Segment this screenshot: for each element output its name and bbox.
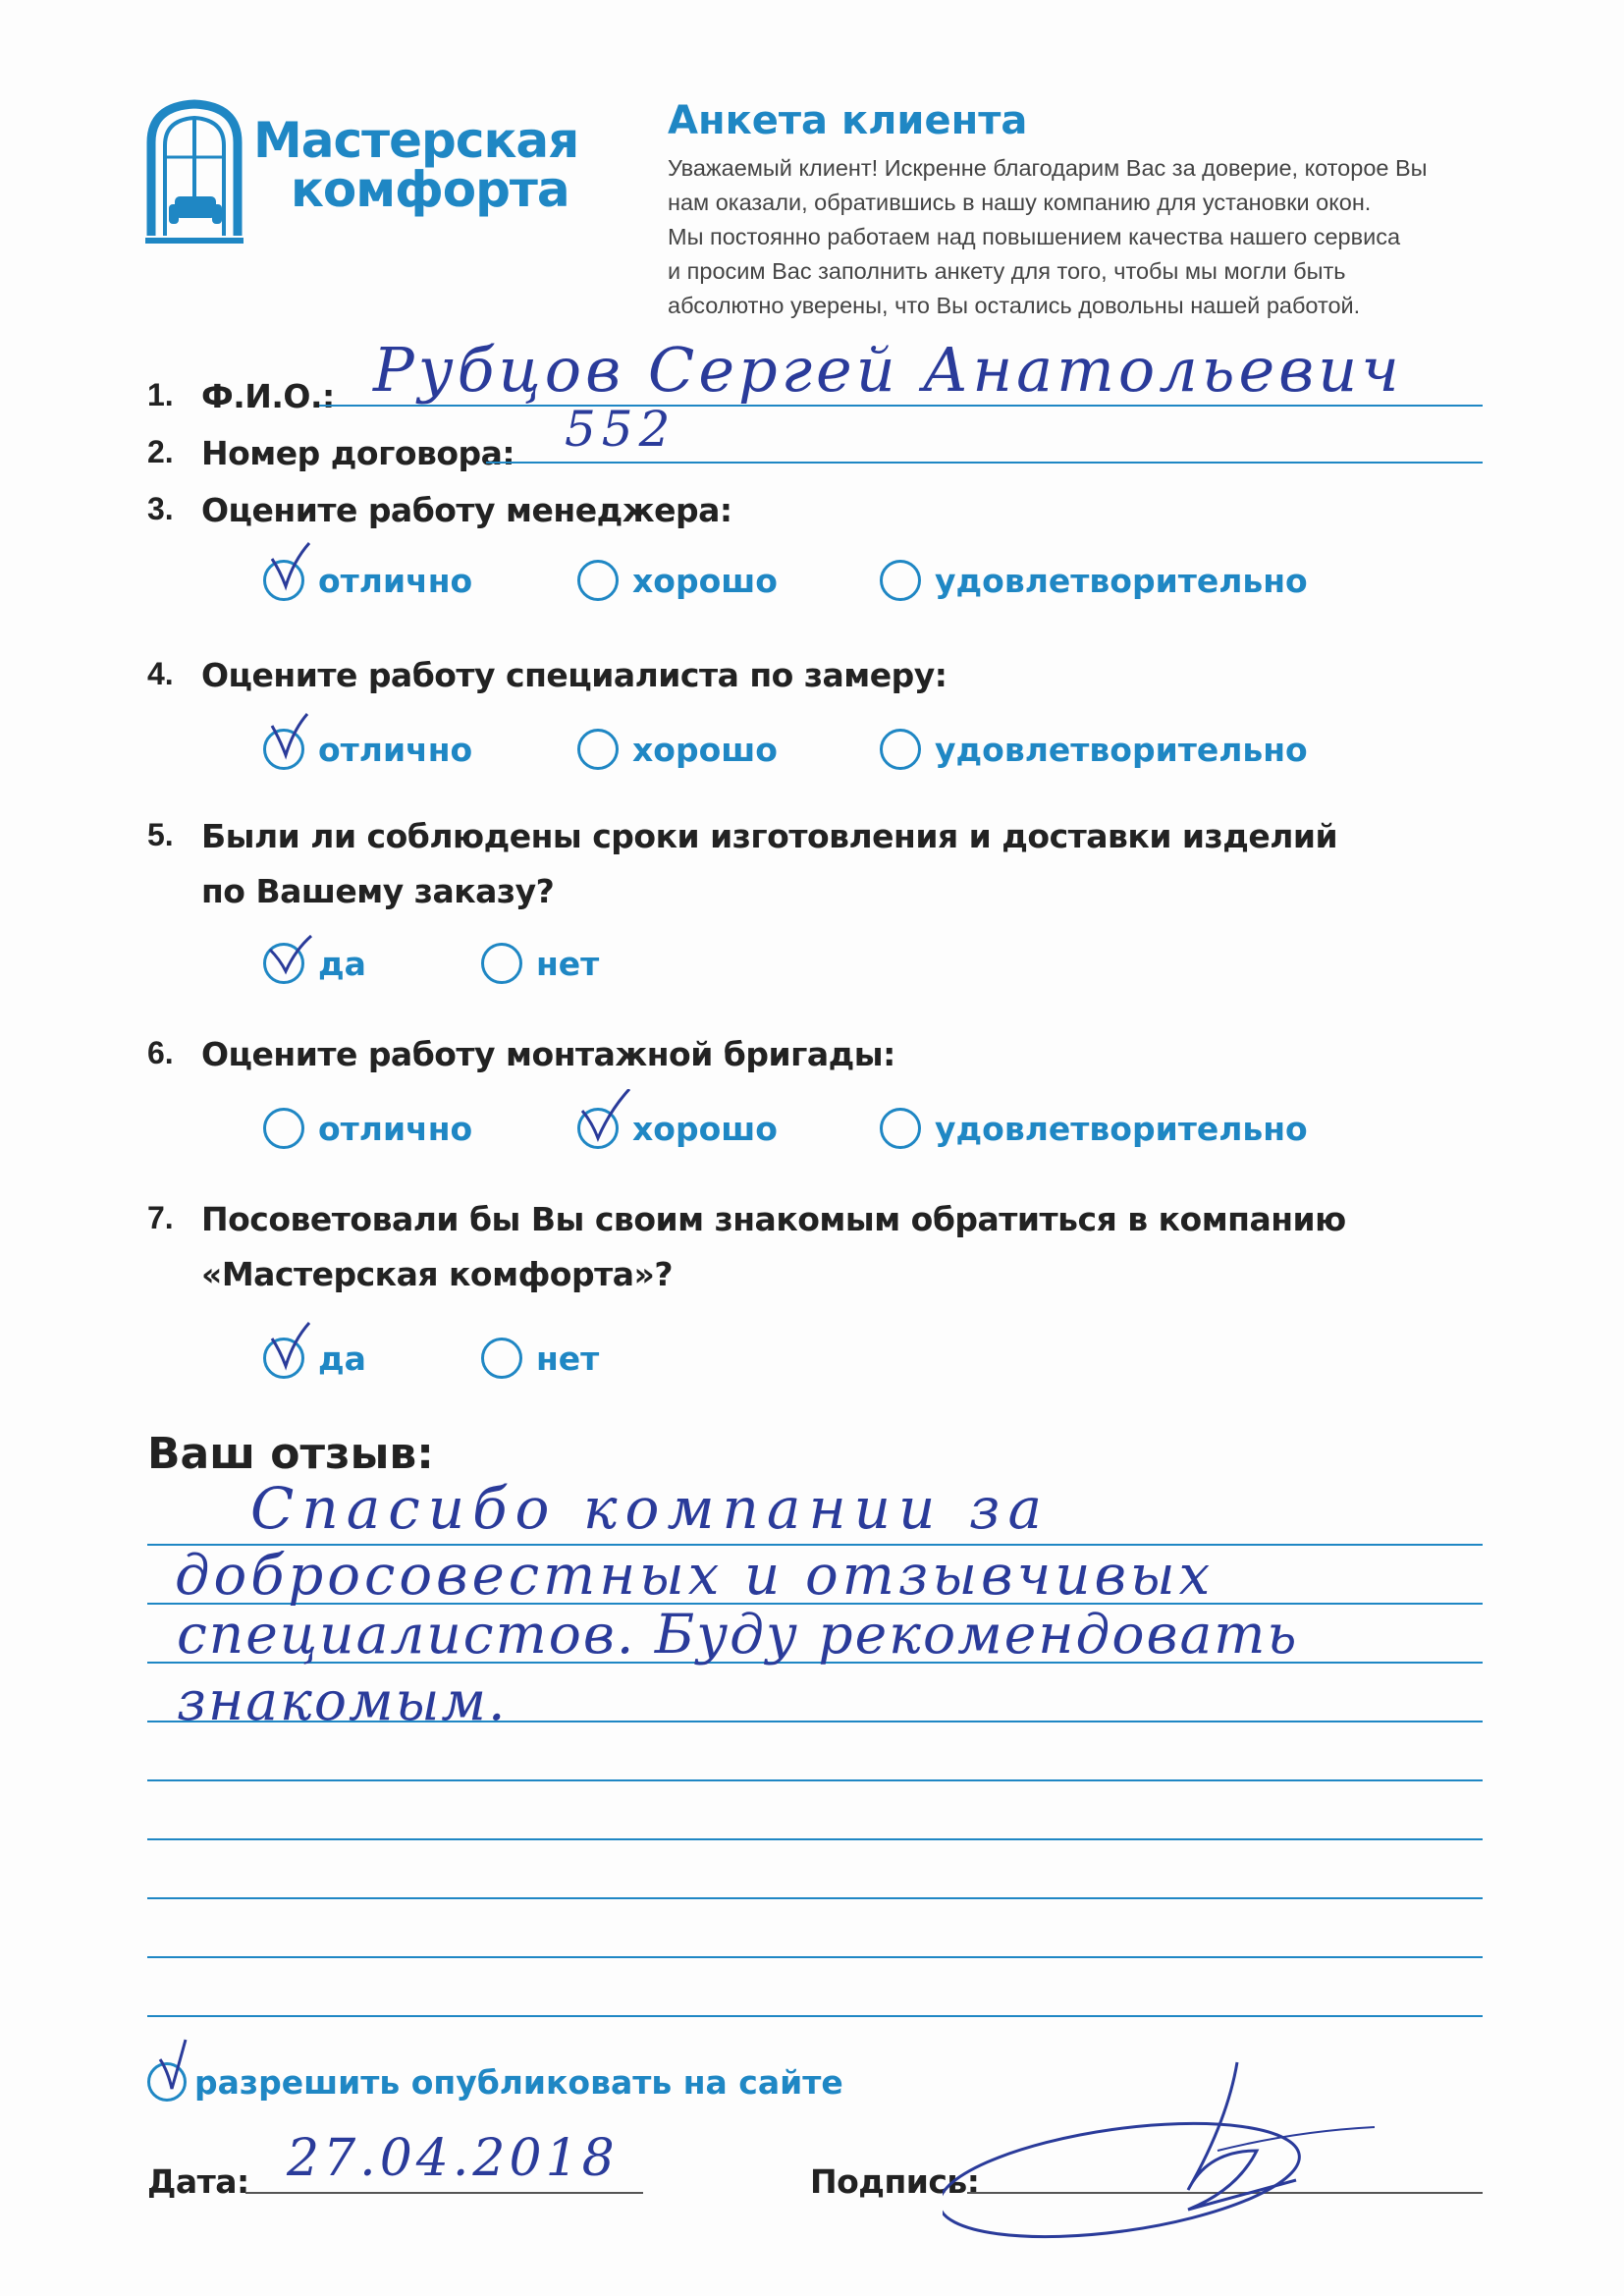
q3-option-excellent[interactable] bbox=[263, 560, 472, 601]
company-logo bbox=[145, 98, 579, 246]
intro-line: нам оказали, обратившись в нашу компанию для установки окон. bbox=[668, 190, 1372, 215]
option-label: отлично bbox=[318, 730, 473, 769]
option-label: удовлетворительно bbox=[935, 561, 1308, 600]
option-label: удовлетворительно bbox=[935, 730, 1308, 769]
radio-circle[interactable] bbox=[481, 1338, 522, 1379]
contract-line bbox=[486, 462, 1483, 464]
signature-mark bbox=[943, 2043, 1384, 2239]
q5-option-yes[interactable] bbox=[263, 943, 366, 984]
review-line bbox=[147, 1838, 1483, 1840]
radio-circle[interactable] bbox=[263, 560, 304, 601]
option-label: нет bbox=[536, 944, 600, 983]
checkmark-icon bbox=[264, 710, 323, 775]
option-label: хорошо bbox=[632, 561, 778, 600]
item-number: 5. bbox=[147, 817, 174, 852]
publish-consent[interactable] bbox=[147, 2062, 843, 2102]
date-line bbox=[245, 2192, 643, 2194]
q4-option-good[interactable] bbox=[577, 729, 778, 770]
radio-circle[interactable] bbox=[577, 729, 619, 770]
contract-field[interactable]: 552 bbox=[565, 401, 677, 458]
date-field[interactable]: 27.04.2018 bbox=[287, 2129, 619, 2188]
review-line bbox=[147, 2015, 1483, 2017]
publish-label: разрешить опубликовать на сайте bbox=[194, 2062, 843, 2102]
q6-option-excellent[interactable] bbox=[263, 1108, 472, 1149]
date-label: Дата: bbox=[147, 2162, 249, 2201]
fio-field[interactable]: Рубцов Сергей Анатольевич bbox=[373, 334, 1403, 406]
q4-option-excellent[interactable] bbox=[263, 729, 472, 770]
logo-wordmark bbox=[253, 112, 579, 218]
question-3-text: Оцените работу менеджера: bbox=[201, 491, 732, 529]
window-sofa-logo-icon bbox=[145, 98, 244, 246]
intro-text bbox=[668, 151, 1502, 323]
q7-option-yes[interactable] bbox=[263, 1338, 366, 1379]
signature-label: Подпись: bbox=[810, 2162, 980, 2201]
form-title: Анкета клиента bbox=[668, 98, 1028, 143]
q4-option-satisfactory[interactable] bbox=[880, 729, 1308, 770]
logo-line-2: комфорта bbox=[291, 161, 569, 218]
radio-circle[interactable] bbox=[263, 1338, 304, 1379]
checkmark-icon bbox=[264, 541, 323, 606]
item-number: 2. bbox=[147, 434, 174, 469]
q3-option-satisfactory[interactable] bbox=[880, 560, 1308, 601]
question-7-text-cont: «Мастерская комфорта»? bbox=[201, 1255, 673, 1293]
option-label: да bbox=[318, 944, 366, 983]
q3-option-good[interactable] bbox=[577, 560, 778, 601]
q7-option-no[interactable] bbox=[481, 1338, 599, 1379]
option-label: хорошо bbox=[632, 1109, 778, 1148]
item-number: 6. bbox=[147, 1035, 174, 1070]
option-label: да bbox=[318, 1339, 366, 1378]
option-label: удовлетворительно bbox=[935, 1109, 1308, 1148]
radio-circle[interactable] bbox=[880, 560, 921, 601]
question-4-text: Оцените работу специалиста по замеру: bbox=[201, 656, 947, 694]
review-text-line: специалистов. Буду рекомендовать bbox=[177, 1603, 1299, 1666]
item-number: 1. bbox=[147, 377, 174, 412]
question-5-text: Были ли соблюдены сроки изготовления и доставки изделий bbox=[201, 817, 1338, 855]
radio-circle[interactable] bbox=[577, 1108, 619, 1149]
radio-circle[interactable] bbox=[263, 943, 304, 984]
option-label: отлично bbox=[318, 561, 473, 600]
logo-line-1: Мастерская bbox=[253, 112, 579, 169]
review-heading: Ваш отзыв: bbox=[147, 1429, 434, 1479]
item-number: 4. bbox=[147, 656, 174, 691]
review-line bbox=[147, 1956, 1483, 1958]
review-text-line: добросовестных и отзывчивых bbox=[175, 1544, 1215, 1608]
radio-circle[interactable] bbox=[880, 1108, 921, 1149]
publish-checkbox[interactable] bbox=[147, 2062, 187, 2102]
checkmark-icon bbox=[264, 924, 323, 989]
option-label: нет bbox=[536, 1339, 600, 1378]
question-7-text: Посоветовали бы Вы своим знакомым обратиться в компанию bbox=[201, 1200, 1346, 1238]
radio-circle[interactable] bbox=[263, 1108, 304, 1149]
radio-circle[interactable] bbox=[263, 729, 304, 770]
option-label: отлично bbox=[318, 1109, 473, 1148]
intro-line: Уважаемый клиент! Искренне благодарим Вас за доверие, которое Вы bbox=[668, 155, 1428, 181]
fio-label: Ф.И.О.: bbox=[201, 377, 335, 415]
radio-circle[interactable] bbox=[481, 943, 522, 984]
question-6-text: Оцените работу монтажной бригады: bbox=[201, 1035, 895, 1073]
radio-circle[interactable] bbox=[577, 560, 619, 601]
question-5-text-cont: по Вашему заказу? bbox=[201, 872, 555, 910]
review-line bbox=[147, 1779, 1483, 1781]
checkmark-icon bbox=[264, 1319, 323, 1384]
review-text-line: знакомым. bbox=[177, 1669, 508, 1732]
item-number: 7. bbox=[147, 1200, 174, 1235]
review-line bbox=[147, 1897, 1483, 1899]
contract-label: Номер договора: bbox=[201, 434, 515, 472]
intro-line: абсолютно уверены, что Вы остались довольны нашей работой. bbox=[668, 293, 1361, 318]
q6-option-satisfactory[interactable] bbox=[880, 1108, 1308, 1149]
radio-circle[interactable] bbox=[880, 729, 921, 770]
item-number: 3. bbox=[147, 491, 174, 526]
q5-option-no[interactable] bbox=[481, 943, 599, 984]
review-text-line: Спасибо компании за bbox=[250, 1475, 1051, 1542]
checkmark-icon bbox=[578, 1089, 637, 1154]
intro-line: Мы постоянно работаем над повышением качества нашего сервиса bbox=[668, 224, 1401, 249]
q6-option-good[interactable] bbox=[577, 1108, 778, 1149]
option-label: хорошо bbox=[632, 730, 778, 769]
intro-line: и просим Вас заполнить анкету для того, чтобы мы могли быть bbox=[668, 258, 1346, 284]
